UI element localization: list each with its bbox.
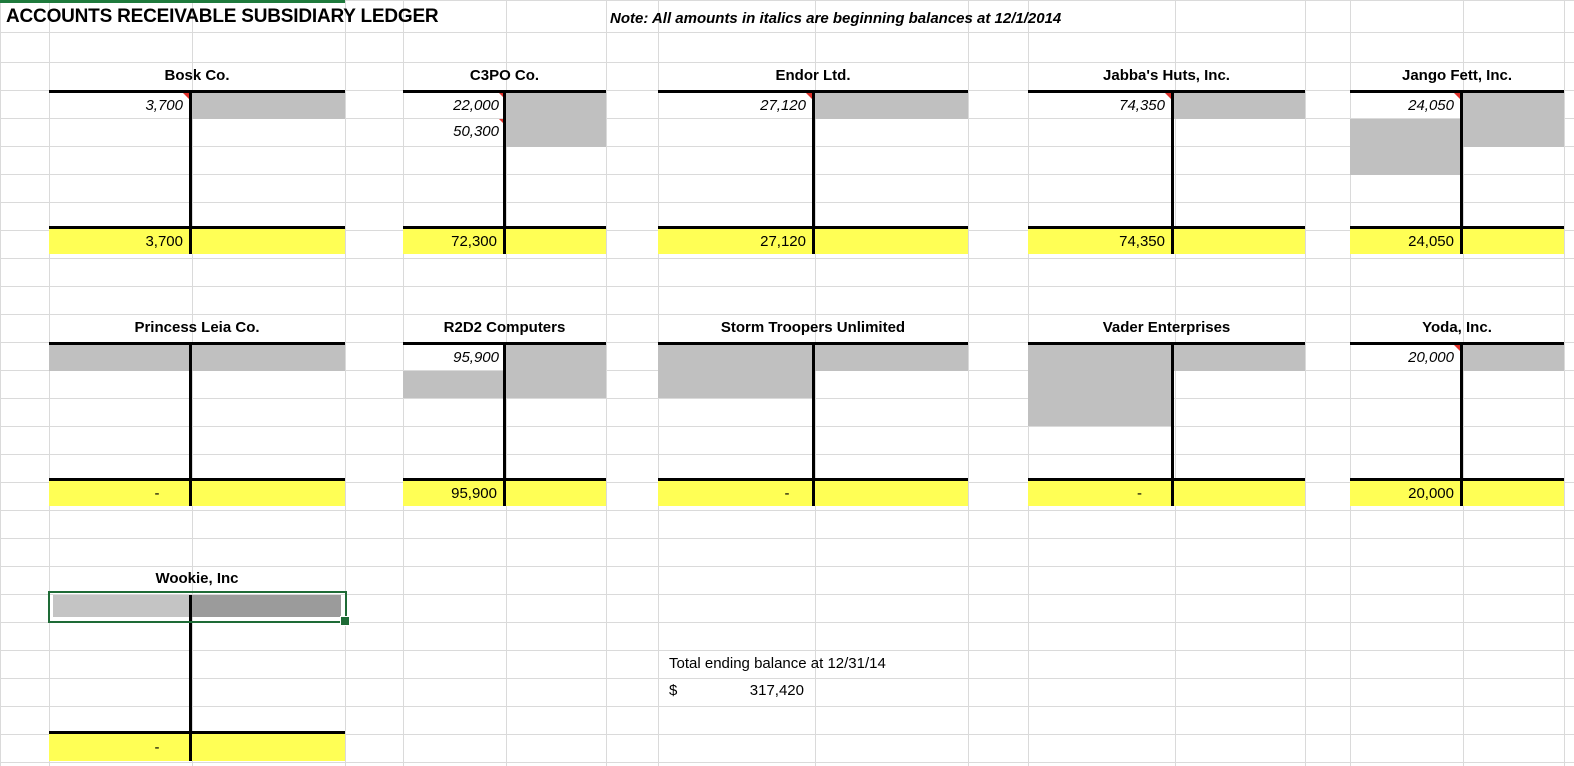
gridline-row xyxy=(0,538,1574,539)
ending-balance[interactable]: - xyxy=(154,739,160,756)
account-name: Jabba's Huts, Inc. xyxy=(1103,67,1230,84)
currency-symbol[interactable]: $ xyxy=(669,682,678,699)
t-account-endor[interactable] xyxy=(658,62,968,254)
gridline-col xyxy=(968,0,969,766)
gridline-col xyxy=(0,0,1,766)
ledger-title[interactable]: ACCOUNTS RECEIVABLE SUBSIDIARY LEDGER xyxy=(6,6,439,27)
ending-balance[interactable]: 24,050 xyxy=(1408,233,1454,250)
account-name: Wookie, Inc xyxy=(155,570,239,587)
account-name: Princess Leia Co. xyxy=(134,319,260,336)
total-ending-balance-label[interactable]: Total ending balance at 12/31/14 xyxy=(669,655,886,672)
shaded-cell xyxy=(658,345,812,398)
t-account-jango[interactable] xyxy=(1350,62,1564,254)
shaded-cell xyxy=(49,345,345,371)
debit-entry[interactable]: 27,120 xyxy=(760,97,806,114)
account-name: Bosk Co. xyxy=(164,67,230,84)
shaded-cell xyxy=(1350,119,1460,175)
t-account-r2d2[interactable] xyxy=(403,314,606,506)
ending-balance[interactable]: 27,120 xyxy=(760,233,806,250)
total-divider xyxy=(503,481,506,506)
account-name: Jango Fett, Inc. xyxy=(1401,67,1512,84)
t-account-princess-leia[interactable] xyxy=(49,314,345,506)
ending-balance[interactable]: 20,000 xyxy=(1408,485,1454,502)
debit-entry[interactable]: 3,700 xyxy=(145,97,183,114)
shaded-cell xyxy=(1463,345,1564,371)
debit-entry[interactable]: 20,000 xyxy=(1408,349,1454,366)
account-name: Vader Enterprises xyxy=(1102,319,1231,336)
debit-entry[interactable]: 74,350 xyxy=(1119,97,1165,114)
shaded-cell xyxy=(1174,345,1305,371)
gridline-col xyxy=(1305,0,1306,766)
total-divider xyxy=(1171,229,1174,254)
account-name: Yoda, Inc. xyxy=(1422,319,1492,336)
shaded-cell xyxy=(815,345,968,371)
ending-balance[interactable]: 74,350 xyxy=(1119,233,1165,250)
ending-balance[interactable]: - xyxy=(784,485,790,502)
cell-selection-range[interactable] xyxy=(48,591,347,623)
gridline-row xyxy=(0,762,1574,763)
total-ending-balance-amount[interactable]: 317,420 xyxy=(749,682,804,699)
italics-note[interactable]: Note: All amounts in italics are beginning balances at 12/1/2014 xyxy=(610,10,1062,27)
shaded-cell xyxy=(1174,93,1305,119)
gridline-row xyxy=(0,32,1574,33)
shaded-cell xyxy=(403,371,503,398)
t-account-storm-troopers[interactable] xyxy=(658,314,968,506)
shaded-cell xyxy=(506,93,606,147)
account-name: C3PO Co. xyxy=(469,67,540,84)
gridline-row xyxy=(0,286,1574,287)
debit-entry[interactable]: 95,900 xyxy=(453,349,499,366)
account-name: Storm Troopers Unlimited xyxy=(720,319,906,336)
ending-balance[interactable]: 72,300 xyxy=(451,233,497,250)
account-name: R2D2 Computers xyxy=(443,319,566,336)
shaded-cell xyxy=(506,345,606,398)
shaded-cell xyxy=(1028,345,1171,426)
total-divider xyxy=(1460,229,1463,254)
total-divider xyxy=(189,481,192,506)
t-account-bosk[interactable] xyxy=(49,62,345,254)
ending-balance[interactable]: 95,900 xyxy=(451,485,497,502)
t-account-c3po[interactable] xyxy=(403,62,606,254)
debit-entry[interactable]: 22,000 xyxy=(453,97,499,114)
debit-entry[interactable]: 50,300 xyxy=(453,123,499,140)
debit-entry[interactable]: 24,050 xyxy=(1408,97,1454,114)
t-account-jabba[interactable] xyxy=(1028,62,1305,254)
t-account-vader[interactable] xyxy=(1028,314,1305,506)
ending-balance[interactable]: - xyxy=(1137,485,1142,502)
total-divider xyxy=(1460,481,1463,506)
total-divider xyxy=(812,481,815,506)
total-divider xyxy=(503,229,506,254)
shaded-cell xyxy=(1463,93,1564,147)
total-divider xyxy=(1171,481,1174,506)
fill-handle[interactable] xyxy=(340,616,350,626)
gridline-row xyxy=(0,510,1574,511)
account-name: Endor Ltd. xyxy=(775,67,851,84)
total-divider xyxy=(189,229,192,254)
shaded-cell xyxy=(192,93,345,119)
gridline-col xyxy=(1564,0,1565,766)
gridline-row xyxy=(0,258,1574,259)
gridline-col xyxy=(345,0,346,766)
selected-cell-indicator xyxy=(0,0,345,3)
t-account-yoda[interactable] xyxy=(1350,314,1564,506)
gridline-col xyxy=(606,0,607,766)
ending-balance[interactable]: 3,700 xyxy=(145,233,183,250)
ending-balance[interactable]: - xyxy=(154,485,160,502)
shaded-cell xyxy=(815,93,968,119)
total-divider xyxy=(189,734,192,761)
total-divider xyxy=(812,229,815,254)
